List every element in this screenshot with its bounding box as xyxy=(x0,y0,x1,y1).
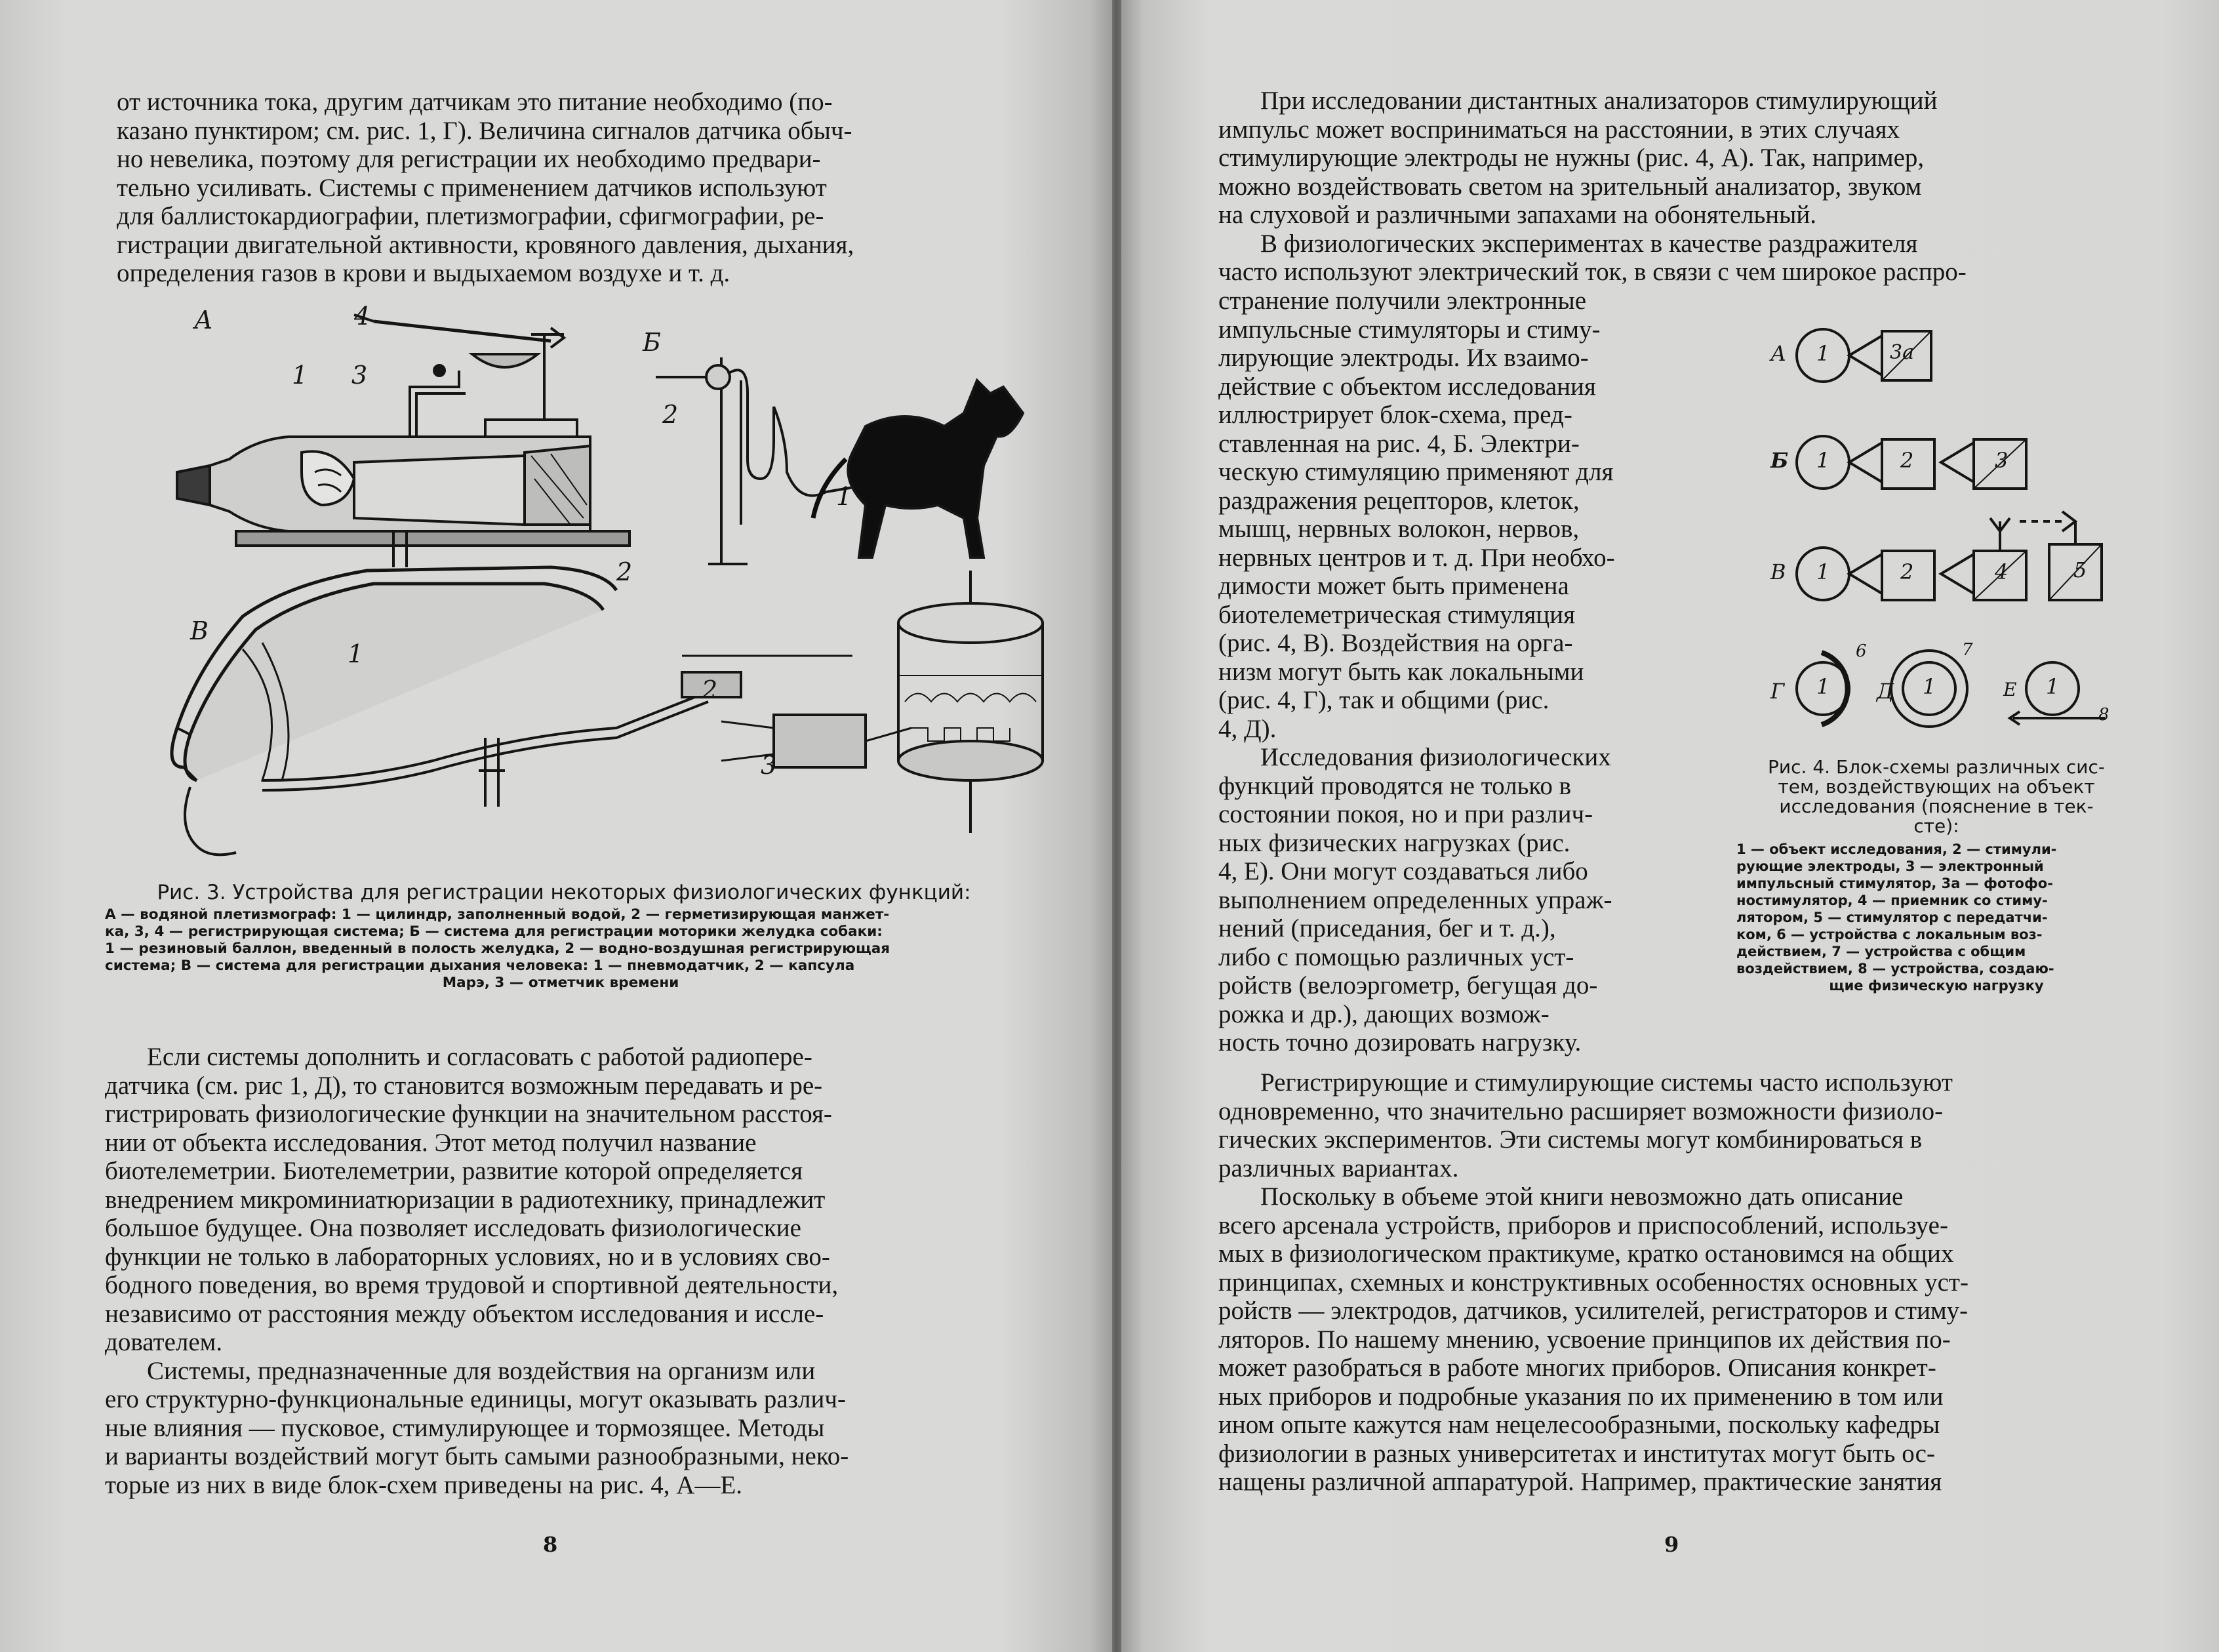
caption-line: Рис. 4. Блок-схемы различных сис- xyxy=(1768,756,2105,778)
right-top-text xyxy=(1218,87,2122,287)
caption-line: щие физическую нагрузку xyxy=(1829,978,2044,994)
text-line: бодного поведения, во время трудовой и спортивной деятельности, xyxy=(105,1271,839,1299)
caption-line: рующие электроды, 3 — электронный xyxy=(1736,858,2044,874)
left-top-text xyxy=(117,88,1016,288)
text-line: В физиологических экспериментах в качестве раздражителя xyxy=(1260,229,1918,258)
text-line: физиологии в разных университетах и институтах могут быть ос- xyxy=(1218,1439,1935,1468)
text-line: биотелеметрическая стимуляция xyxy=(1218,600,1576,629)
text-line: казано пунктиром; см. рис. 1, Г). Величина сигналов датчика обыч- xyxy=(117,116,852,145)
text-line: ность точно дозировать нагрузку. xyxy=(1218,1028,1582,1057)
text-line: для баллистокардиографии, плетизмографии, сфигмографии, ре- xyxy=(117,202,824,230)
text-line: нений (приседания, бег и т. д.), xyxy=(1218,914,1556,942)
text-line: лирующие электроды. Их взаимо- xyxy=(1218,344,1589,372)
caption-line: 1 — объект исследования, 2 — стимули- xyxy=(1736,841,2057,857)
fig4-row-label-a: А xyxy=(1770,341,1787,366)
text-line: внедрением микроминиатюризации в радиотехнику, принадлежит xyxy=(105,1185,826,1214)
figure-3-label-1: 1 xyxy=(348,639,364,668)
right-page xyxy=(1121,0,2219,1652)
caption-line: воздействием, 8 — устройства, создаю- xyxy=(1736,961,2054,977)
text-line: торые из них в виде блок-схем приведены на рис. 4, А—Е. xyxy=(105,1470,743,1499)
text-line: либо с помощью различных уст- xyxy=(1218,942,1574,971)
fig4-row-label-d: Д xyxy=(1877,679,1894,704)
fig4-block-1: 1 xyxy=(1816,341,1830,366)
text-line: ройств — электродов, датчиков, усилителей, регистраторов и стиму- xyxy=(1218,1297,1969,1325)
text-line: одновременно, что значительно расширяет возможности физиоло- xyxy=(1218,1097,1944,1125)
text-line: дователем. xyxy=(105,1328,223,1356)
text-line: иллюстрирует блок-схема, пред- xyxy=(1218,401,1572,429)
text-line: стимулирующие электроды не нужны (рис. 4, А). Так, например, xyxy=(1218,144,1925,172)
text-line: гических экспериментов. Эти системы могут комбинироваться в xyxy=(1218,1125,1923,1154)
text-line: ином опыте кажутся нам нецелесообразными, поскольку кафедры xyxy=(1218,1411,1940,1439)
text-line: его структурно-функциональные единицы, могут оказывать различ- xyxy=(105,1385,846,1413)
fig4-row-label-g: Г xyxy=(1770,679,1785,704)
text-line: низм могут быть как локальными xyxy=(1218,657,1584,686)
fig4-row-label-v: В xyxy=(1770,559,1786,584)
fig4-block-6: 6 xyxy=(1856,641,1867,661)
text-line: биотелеметрии. Биотелеметрии, развитие которой определяется xyxy=(105,1157,803,1185)
left-body-text xyxy=(105,1043,1010,1499)
text-line: гистрации двигательной активности, кровяного давления, дыхания, xyxy=(117,230,854,259)
fig4-block-1: 1 xyxy=(1923,674,1936,699)
text-line: большое будущее. Она позволяет исследовать физиологические xyxy=(105,1214,801,1242)
figure-3-label-3: 3 xyxy=(761,751,777,780)
figure-3-label-2: 2 xyxy=(616,557,633,586)
caption-line: исследования (пояснение в тек- xyxy=(1779,796,2094,817)
figure-4 xyxy=(1751,321,2118,741)
right-narrow-column xyxy=(1218,287,1723,1057)
right-bottom-text xyxy=(1218,1068,2122,1497)
text-line: функции не только в лабораторных условиях, но и в условиях сво- xyxy=(105,1242,830,1271)
caption-line: ностимулятор, 4 — приемник со стиму- xyxy=(1736,893,2048,908)
text-line: раздражения рецепторов, клеток, xyxy=(1218,486,1580,515)
text-line: рожка и др.), дающих возмож- xyxy=(1218,999,1549,1028)
figure-3-label-v: В xyxy=(190,616,209,645)
text-line: странение получили электронные xyxy=(1218,287,1587,315)
text-line: ройств (велоэргометр, бегущая до- xyxy=(1218,971,1598,999)
caption-line: система; В — система для регистрации дыхания человека: 1 — пневмодатчик, 2 — капсула xyxy=(105,957,855,974)
fig4-block-5: 5 xyxy=(2073,557,2087,582)
caption-line: Марэ, 3 — отметчик времени xyxy=(442,975,679,991)
text-line: Регистрирующие и стимулирующие системы часто используют xyxy=(1260,1068,1953,1097)
text-line: ных приборов и подробные указания по их применению в том или xyxy=(1218,1382,1944,1411)
figure-3 xyxy=(157,302,1056,866)
text-line: 4, Е). Они могут создаваться либо xyxy=(1218,857,1588,885)
text-line: выполнением определенных упраж- xyxy=(1218,885,1612,914)
caption-line: сте): xyxy=(1913,815,1959,837)
text-line: гистрировать физиологические функции на значительном расстоя- xyxy=(105,1100,832,1128)
breathing-registration-illustration xyxy=(172,567,1043,855)
page-number-left: 8 xyxy=(543,1532,558,1557)
text-line: При исследовании дистантных анализаторов стимулирующий xyxy=(1260,87,1938,115)
figure-3-drawing xyxy=(157,308,1056,866)
text-line: ных физических нагрузках (рис. xyxy=(1218,828,1570,857)
fig4-row-label-b: Б xyxy=(1770,448,1789,473)
text-line: импульсные стимуляторы и стиму- xyxy=(1218,315,1601,344)
text-line: действие с объектом исследования xyxy=(1218,372,1596,401)
text-line: димости может быть применена xyxy=(1218,572,1569,600)
figure-3-label-2: 2 xyxy=(702,675,718,704)
text-line: ставленная на рис. 4, Б. Электри- xyxy=(1218,429,1580,458)
text-line: различных вариантах. xyxy=(1218,1154,1459,1182)
figure-3-caption-body xyxy=(105,906,1016,992)
text-line: независимо от расстояния между объектом исследования и иссле- xyxy=(105,1299,824,1328)
dog-stomach-setup-illustration xyxy=(656,357,1023,564)
fig4-block-1: 1 xyxy=(1816,448,1830,473)
figure-4-caption-body xyxy=(1736,841,2136,994)
figure-3-label-b: Б xyxy=(643,328,661,357)
text-line: ляторов. По нашему мнению, усвоение принципов их действия по- xyxy=(1218,1325,1951,1354)
text-line: определения газов в крови и выдыхаемом воздухе и т. д. xyxy=(117,259,730,287)
plethysmograph-cylinder-illustration xyxy=(177,315,630,567)
text-line: (рис. 4, Г), так и общими (рис. xyxy=(1218,686,1549,714)
text-line: функций проводятся не только в xyxy=(1218,771,1572,800)
text-line: на слуховой и различными запахами на обонятельный. xyxy=(1218,201,1817,229)
figure-3-label-2: 2 xyxy=(662,400,679,429)
caption-line: А — водяной плетизмограф: 1 — цилиндр, заполненный водой, 2 — герметизирующая манжет- xyxy=(105,906,890,923)
fig4-row-label-e: Е xyxy=(2003,679,2017,700)
fig4-block-2: 2 xyxy=(1900,559,1914,584)
text-line: и варианты воздействий могут быть самыми разнообразными, неко- xyxy=(105,1442,849,1470)
figure-3-label-1: 1 xyxy=(836,482,852,511)
text-line: датчика (см. рис 1, Д), то становится возможным передавать и ре- xyxy=(105,1071,823,1100)
text-line: Если системы дополнить и согласовать с работой радиопере- xyxy=(147,1043,812,1071)
text-line: часто используют электрический ток, в связи с чем широкое распро- xyxy=(1218,258,1967,286)
text-line: ческую стимуляцию применяют для xyxy=(1218,458,1614,486)
text-line: Поскольку в объеме этой книги невозможно дать описание xyxy=(1260,1182,1904,1211)
page-number-right: 9 xyxy=(1664,1532,1679,1557)
caption-line: 1 — резиновый баллон, введенный в полость желудка, 2 — водно-воздушная регистрирующая xyxy=(105,940,890,957)
text-line: но невелика, поэтому для регистрации их необходимо предвари- xyxy=(117,145,821,173)
fig4-block-8: 8 xyxy=(2098,705,2109,725)
text-line: импульс может восприниматься на расстоянии, в этих случаях xyxy=(1218,115,1900,144)
caption-line: тем, воздействующих на объект xyxy=(1778,776,2095,797)
figure-3-caption-title: Рис. 3. Устройства для регистрации некоторых физиологических функций: xyxy=(157,881,971,904)
text-line: нащены различной аппаратурой. Например, практические занятия xyxy=(1218,1468,1942,1496)
fig4-block-3: 3 xyxy=(1995,448,2009,473)
figure-3-label-1: 1 xyxy=(292,361,308,390)
fig4-block-3a: 3а xyxy=(1890,341,1914,364)
fig4-block-4: 4 xyxy=(1995,559,2009,584)
figure-3-label-3: 3 xyxy=(351,361,368,390)
fig4-block-2: 2 xyxy=(1900,448,1914,473)
text-line: нервных центров и т. д. При необхо- xyxy=(1218,543,1615,572)
caption-line: лятором, 5 — стимулятор с передатчи- xyxy=(1736,910,2048,925)
figure-4-caption-title xyxy=(1736,757,2136,836)
text-line: тельно усиливать. Системы с применением датчиков используют xyxy=(117,173,827,202)
fig4-block-1: 1 xyxy=(1816,559,1830,584)
figure-3-label-4: 4 xyxy=(354,302,370,331)
text-line: состоянии покоя, но и при различ- xyxy=(1218,800,1593,828)
text-line: принципах, схемных и конструктивных особенностях основных уст- xyxy=(1218,1268,1969,1297)
caption-line: ка, 3, 4 — регистрирующая система; Б — система для регистрации моторики желудка собаки: xyxy=(105,923,883,940)
text-line: можно воздействовать светом на зрительный анализатор, звуком xyxy=(1218,172,1922,201)
text-line: нии от объекта исследования. Этот метод получил название xyxy=(105,1128,757,1157)
caption-line: действием, 7 — устройства с общим xyxy=(1736,944,2026,959)
text-line: мышц, нервных волокон, нервов, xyxy=(1218,515,1580,543)
text-line: Исследования физиологических xyxy=(1260,743,1611,771)
text-line: Системы, предназначенные для воздействия на организм или xyxy=(147,1356,816,1385)
text-line: всего арсенала устройств, приборов и приспособлений, используе- xyxy=(1218,1211,1948,1239)
text-line: может разобраться в работе многих приборов. Описания конкрет- xyxy=(1218,1354,1936,1382)
text-line: мых в физиологическом практикуме, кратко остановимся на общих xyxy=(1218,1239,1954,1268)
fig4-block-1: 1 xyxy=(1816,674,1830,699)
text-line: ные влияния — пусковое, стимулирующее и тормозящее. Методы xyxy=(105,1413,825,1442)
figure-3-label-a: А xyxy=(194,306,213,334)
fig4-block-1: 1 xyxy=(2046,674,2060,699)
caption-line: ком, 6 — устройства с локальным воз- xyxy=(1736,927,2043,942)
text-line: 4, Д). xyxy=(1218,714,1277,743)
text-line: (рис. 4, В). Воздействия на орга- xyxy=(1218,629,1573,657)
caption-line: импульсный стимулятор, 3а — фотофо- xyxy=(1736,876,2053,891)
fig4-block-7: 7 xyxy=(1962,640,1973,660)
text-line: от источника тока, другим датчикам это питание необходимо (по- xyxy=(117,88,833,116)
